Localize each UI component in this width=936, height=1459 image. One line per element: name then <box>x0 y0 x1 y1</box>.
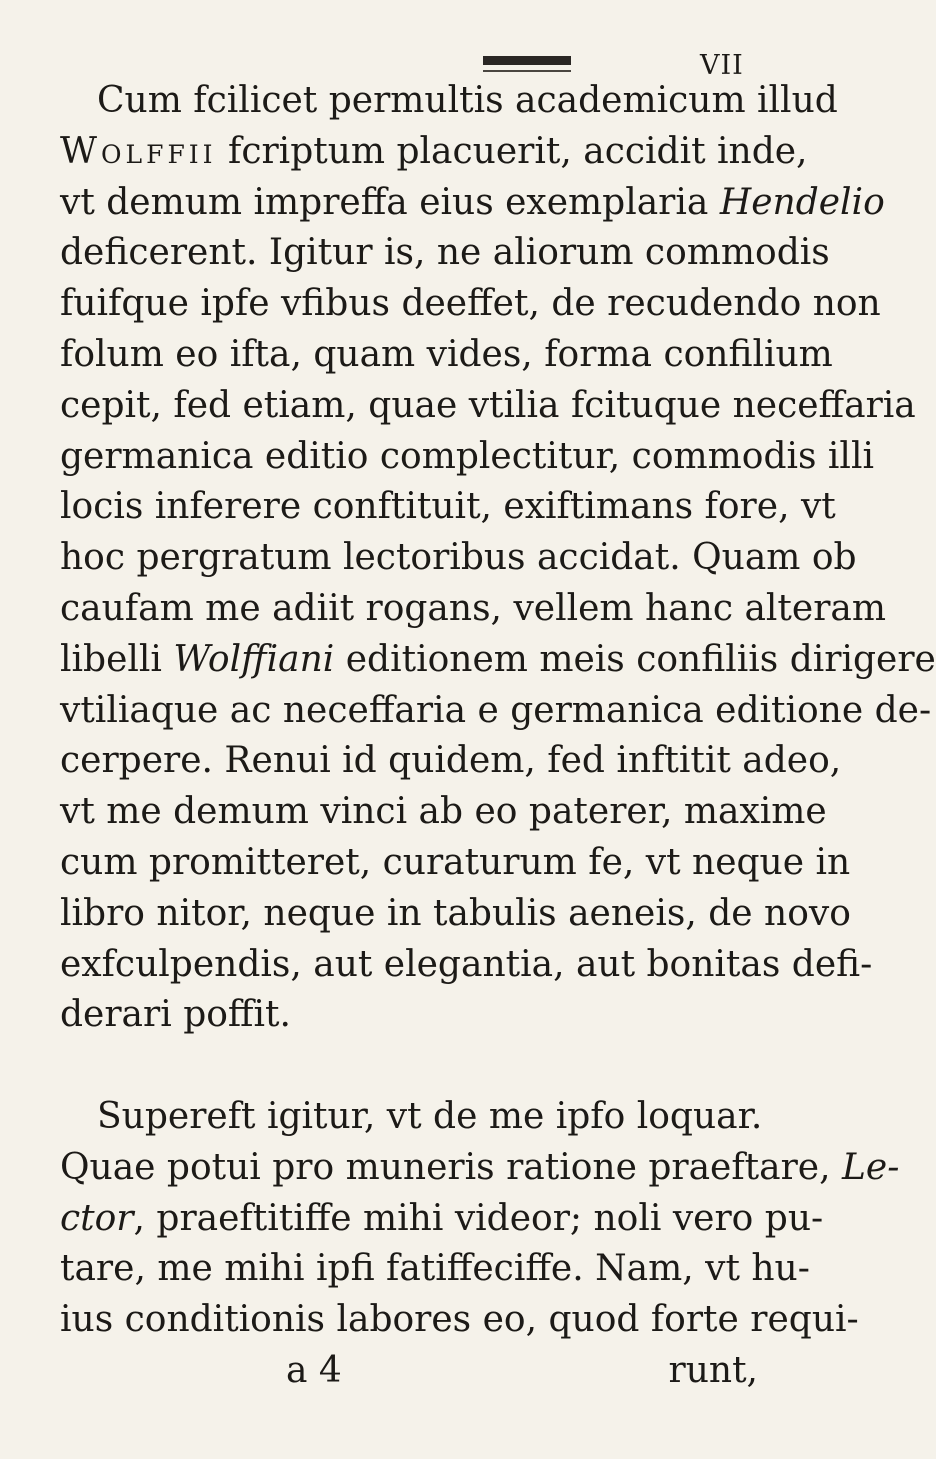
text-line: Cum fcilicet permultis academicum illud <box>97 80 838 121</box>
text-line: hoc pergratum lectoribus accidat. Quam ob <box>60 537 857 579</box>
text-line: tare, me mihi ipfi fatiffeciffe. Nam, vt hu- <box>60 1248 810 1290</box>
text-line: cum promitteret, curaturum fe, vt neque in <box>60 841 851 883</box>
text-line: derari poffit. <box>60 994 291 1036</box>
text-line: vt demum impreffa eius exemplaria Hendelio <box>60 181 885 223</box>
text-line: locis inferere conftituit, exiftimans fore, vt <box>60 486 836 528</box>
text-line: folum eo ifta, quam vides, forma confilium <box>60 333 833 375</box>
text-line: vt me demum vinci ab eo paterer, maxime <box>60 791 827 833</box>
page-footer <box>60 1346 758 1397</box>
text-line: caufam me adiit rogans, vellem hanc alteram <box>60 587 886 629</box>
word-lector-part: Le- <box>842 1146 900 1188</box>
text-line: Supereft igitur, vt de me ipfo loquar. <box>97 1095 763 1137</box>
text-line: exfculpendis, aut elegantia, aut bonitas defi- <box>60 943 873 985</box>
text-line: ctor, praeftitiffe mihi videor; noli vero pu- <box>60 1197 824 1239</box>
text-line: germanica editio complectitur, commodis illi <box>60 435 874 477</box>
paragraph-gap <box>60 1041 758 1092</box>
text-line: vtiliaque ac neceffaria e germanica editione de- <box>60 689 932 731</box>
author-name-wolffii: Wolffii <box>60 130 217 172</box>
name-wolffiani: Wolffiani <box>173 638 335 680</box>
name-hendelio: Hendelio <box>719 181 885 223</box>
text-line: deficerent. Igitur is, ne aliorum commodis <box>60 232 830 274</box>
header-ornament-rule <box>483 56 571 65</box>
text-line: cerpere. Renui id quidem, fed inftitit adeo, <box>60 740 842 782</box>
text-line: Wolffii fcriptum placuerit, accidit inde, <box>60 130 808 172</box>
text-line: libro nitor, neque in tabulis aeneis, de novo <box>60 892 851 934</box>
catchword: runt, <box>668 1349 758 1391</box>
signature-mark: a 4 <box>286 1349 342 1391</box>
word-ctor-part: ctor <box>60 1197 134 1239</box>
text-line: libelli Wolffiani editionem meis confiliis dirigere <box>60 638 936 680</box>
header-thin-rule <box>483 70 571 72</box>
page-number: VII <box>700 50 744 81</box>
text-line: Quae potui pro muneris ratione praeftare, Le- <box>60 1146 900 1188</box>
text-line: fuifque ipfe vfibus deeffet, de recudendo non <box>60 283 881 325</box>
text-line: cepit, fed etiam, quae vtilia fcituque neceffaria <box>60 384 916 426</box>
text-line: ius conditionis labores eo, quod forte requi- <box>60 1299 859 1341</box>
body-text <box>60 76 936 1397</box>
